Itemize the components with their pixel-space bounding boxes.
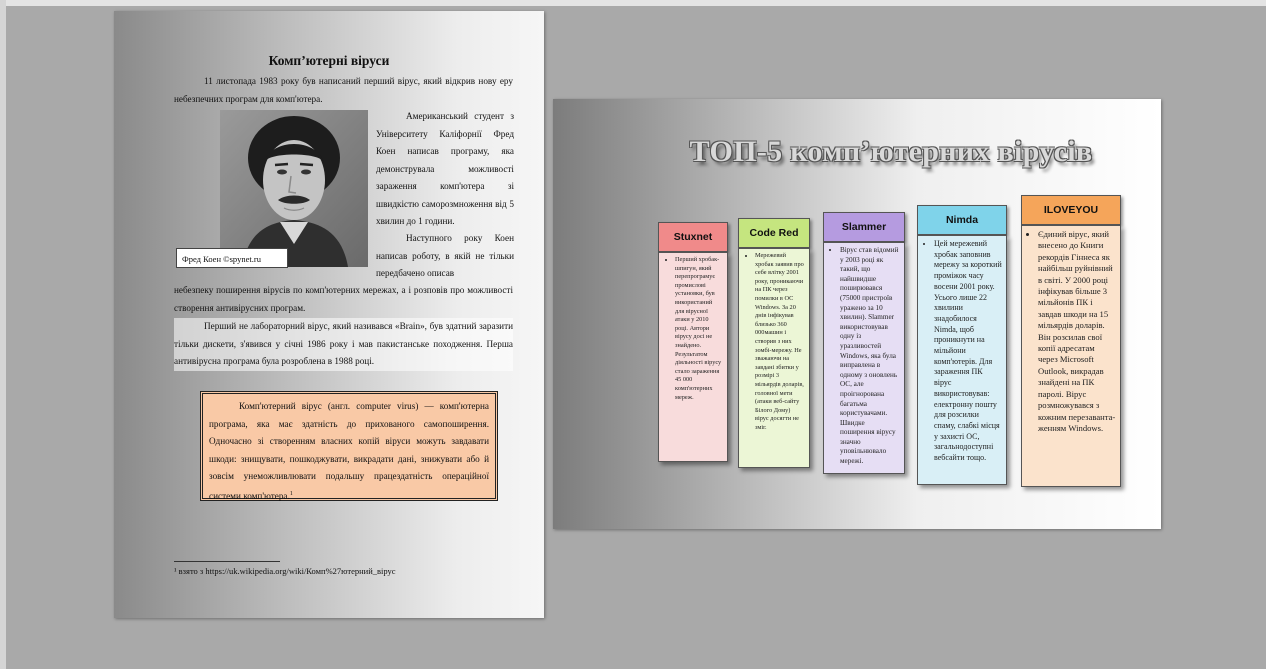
- virus-column-stuxnet[interactable]: [658, 222, 728, 462]
- document-page[interactable]: [114, 11, 544, 618]
- paragraph-first-virus: 11 листопада 1983 року був написаний перший вірус, який відкрив нову еру небезпечних програм для комп'ютера.: [174, 76, 513, 104]
- document-title: Комп’ютерні віруси: [268, 53, 390, 68]
- definition-box[interactable]: [200, 391, 498, 501]
- virus-description-text: • Мережевий хробак заявив про себе влітку 2001 року, проникаючи на ПК через помилки в ОС Windows. За 20 днів інфікував близько 360 000машин і створив з них зомбі-мережу. Не зважаючи на завдані збитки у розмірі 3 мільярдів доларів, головної мети (атаки веб-сайту Білого Дому) вірус досягти не зміг.: [755, 252, 805, 432]
- definition-text: [209, 398, 489, 505]
- virus-column-iloveyou[interactable]: [1021, 195, 1121, 487]
- portrait-image: [220, 110, 368, 267]
- virus-name-header: Slammer: [823, 212, 905, 242]
- virus-name-header: Stuxnet: [658, 222, 728, 252]
- definition-body: Комп'ютерний вірус (англ. computer virus) — комп'ютерна програма, яка має здатність до прихованого самопоширення. Одночасно зі створенням власних копій віруси можуть завдавати шкоди: знищувати, пошкоджувати, викрадати дані, знижувати або й зовсім унеможливлювати подальшу працездатність операційної системи комп'ютера.: [209, 401, 489, 501]
- virus-column-code-red[interactable]: [738, 218, 810, 468]
- virus-column-nimda[interactable]: [917, 205, 1007, 485]
- photo-caption: Фред Коен ©spynet.ru: [176, 248, 288, 268]
- fred-cohen-photo[interactable]: [220, 110, 368, 267]
- paragraph-network-danger: небезпеку поширення вірусів по комп'ютерних мережах, а і розповів про можливості створення антивірусних програм.: [174, 285, 513, 313]
- left-ruler-strip: [0, 0, 6, 669]
- virus-name-header: Code Red: [738, 218, 810, 248]
- virus-description-text: • Вірус став відомий у 2003 році як такий, що найшвидше поширювався (75000 пристроїв уражено за 10 хвилин). Slammer використовував одну із уразливостей Windows, яка була виправлена в одному з оновлень ОС, але проігнорована багатьма користувачами. Швидке поширення вірусу значно уповільнювало мережі.: [840, 246, 900, 467]
- virus-description: [658, 252, 728, 462]
- virus-description-text: • Цей мережевий хробак заповнив мережу за короткий проміжок часу восени 2001 року. Усього лише 22 хвилини знадобилося Nimda, щоб проникнути на мільйони комп'ютерів. Для зараження ПК вірус використовував: електронну пошту для розсилки спаму, слабкі місця у захисті ОС, загальнодоступні вебсайти тощо.: [934, 239, 1002, 464]
- slide-title: ТОП-5 комп’ютерних вірусів: [689, 135, 1093, 168]
- virus-column-slammer[interactable]: [823, 212, 905, 474]
- virus-name-header: ILOVEYOU: [1021, 195, 1121, 225]
- virus-top5-slide[interactable]: [553, 99, 1161, 529]
- virus-description-text: • Перший хробак-шпигун, який перепрограмує промислові установки, був використаний для вірусної атаки у 2010 році. Автори вірусу досі не знайдено. Результатом діяльності вірусу стало зараження 45 000 комп'ютерних мереж.: [675, 256, 723, 402]
- virus-description: [917, 235, 1007, 485]
- virus-description-text: • Єдиний вірус, який внесено до Книги рекордів Гіннеса як найбільш руйнівний в світі. У 2000 році інфікував більше 3 мільйонів ПК і завдав шкоди на 15 мільярдів доларів. Він розсилав свої копії адресатам через Microsoft Outlook, викрадав знайдені на ПК паролі. Вірус розмножувався з кожним перезаванта-женням Windows.: [1038, 229, 1116, 434]
- virus-name-header: Nimda: [917, 205, 1007, 235]
- footnote-separator: [174, 561, 280, 562]
- virus-description: [738, 248, 810, 468]
- ruler-strip: [0, 0, 1266, 6]
- virus-description: [1021, 225, 1121, 487]
- footnote-reference[interactable]: 1: [289, 490, 293, 497]
- virus-description: [823, 242, 905, 474]
- paragraph-brain-virus: Перший не лабораторний вірус, який називався «Brain», був здатний заразити тільки дискети, з'явився у січні 1986 року і мав пакистанське походження. Перша антивірусна програма була розроблена в 1988 році.: [174, 318, 513, 371]
- footnote-text: ¹ взято з https://uk.wikipedia.org/wiki/Комп%27ютерний_вірус: [174, 566, 396, 576]
- paragraph-fred-cohen: Американський студент з Університету Каліфорнії Фред Коен написав програму, яка демонструвала можливості зараження комп'ютера зі швидкістю саморозмноження від 5 хвилин до 1 години.: [376, 111, 514, 226]
- paragraph-next-year: Наступного року Коен написав роботу, в якій не тільки передбачено описав: [376, 233, 514, 278]
